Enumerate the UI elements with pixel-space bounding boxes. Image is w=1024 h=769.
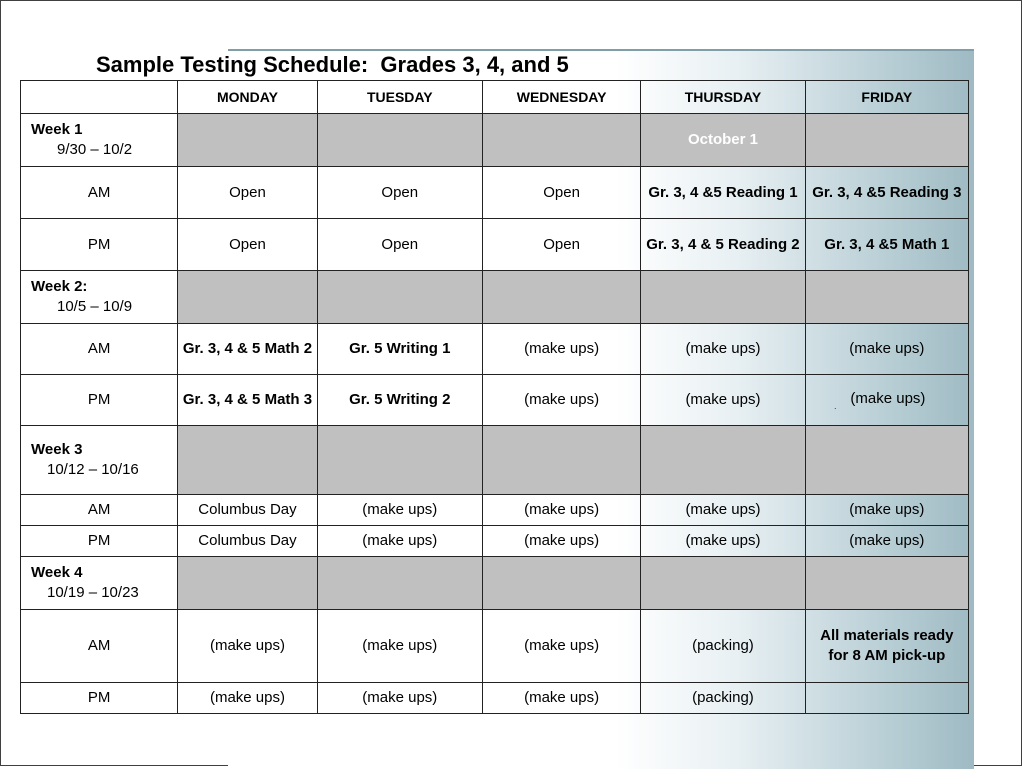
schedule-cell: Columbus Day [178,495,317,526]
week-name: Week 2: [31,278,88,295]
schedule-cell: Open [482,167,640,219]
week-row [21,426,969,495]
pm-row [21,526,969,557]
week-cell [482,114,640,167]
schedule-cell: Open [317,167,482,219]
week-cell [317,114,482,167]
schedule-cell: (make ups) [641,495,805,526]
schedule-cell: (make ups) [805,526,968,557]
schedule-cell: Open [178,219,317,271]
schedule-cell: (make ups) [178,610,317,683]
stray-mark: . [834,402,837,411]
week-cell [805,114,968,167]
schedule-cell: Open [317,219,482,271]
schedule-cell: (make ups) [317,683,482,714]
week-cell [178,114,317,167]
row-label-am: AM [21,495,178,526]
week-row [21,271,969,324]
week-cell [805,271,968,324]
week-dates: 10/5 – 10/9 [57,298,133,315]
schedule-cell: (make ups) [178,683,317,714]
schedule-cell [805,683,968,714]
week-cell [641,426,805,495]
week-cell [178,426,317,495]
week-dates: 10/12 – 10/16 [47,461,139,478]
week-cell [805,557,968,610]
week-name: Week 3 [31,441,83,458]
week-cell [178,271,317,324]
week-cell [317,557,482,610]
schedule-cell: Gr. 3, 4 &5 Reading 3 [805,167,968,219]
schedule-cell: (make ups) [805,324,968,375]
schedule-cell: (make ups) [641,375,805,426]
am-row [21,324,969,375]
week-cell [641,271,805,324]
header-row [21,81,969,114]
header-friday: FRIDAY [805,81,968,114]
schedule-cell: (packing) [641,610,805,683]
schedule-cell: Open [482,219,640,271]
row-label-pm: PM [21,219,178,271]
pm-row [21,219,969,271]
week-note: October 1 [641,114,805,167]
row-label-am: AM [21,610,178,683]
schedule-cell: Gr. 3, 4 & 5 Reading 2 [641,219,805,271]
row-label-am: AM [21,324,178,375]
schedule-cell: Gr. 3, 4 &5 Reading 1 [641,167,805,219]
schedule-cell: (make ups) [482,526,640,557]
week-cell [317,271,482,324]
header-corner [21,81,178,114]
week-dates: 9/30 – 10/2 [57,141,133,158]
schedule-cell: (make ups) [317,495,482,526]
week-label [21,557,178,610]
header-tuesday: TUESDAY [317,81,482,114]
schedule-cell: Gr. 5 Writing 2 [317,375,482,426]
week-name: Week 1 [31,121,83,138]
week-dates: 10/19 – 10/23 [47,584,139,601]
row-label-pm: PM [21,375,178,426]
testing-schedule-table [20,80,969,714]
am-row [21,610,969,683]
schedule-cell: (make ups) [482,495,640,526]
week-cell [805,426,968,495]
schedule-cell: (make ups) [482,683,640,714]
week-row [21,114,969,167]
week-cell [482,426,640,495]
schedule-cell: (packing) [641,683,805,714]
schedule-cell: (make ups) [641,526,805,557]
week-row [21,557,969,610]
schedule-cell: Open [178,167,317,219]
page-title: Sample Testing Schedule: Grades 3, 4, and 5 [96,52,569,77]
schedule-cell: (make ups) [805,495,968,526]
row-label-pm: PM [21,526,178,557]
schedule-cell: (make ups) [317,526,482,557]
week-cell [641,557,805,610]
pm-row [21,683,969,714]
week-cell [482,557,640,610]
schedule-cell: Gr. 3, 4 &5 Math 1 [805,219,968,271]
header-wednesday: WEDNESDAY [482,81,640,114]
row-label-pm: PM [21,683,178,714]
week-cell [178,557,317,610]
schedule-cell: (make ups) [482,375,640,426]
am-row [21,167,969,219]
schedule-cell: Gr. 5 Writing 1 [317,324,482,375]
schedule-cell: (make ups) [641,324,805,375]
schedule-cell: Gr. 3, 4 & 5 Math 3 [178,375,317,426]
schedule-cell: (make ups) [317,610,482,683]
schedule-cell-text: (make ups) [850,390,926,407]
am-row [21,495,969,526]
schedule-cell-friday [805,375,968,426]
header-monday: MONDAY [178,81,317,114]
header-thursday: THURSDAY [641,81,805,114]
week-name: Week 4 [31,564,83,581]
week-label [21,114,178,167]
schedule-cell: Columbus Day [178,526,317,557]
background-top-rule [228,49,974,51]
week-label [21,271,178,324]
schedule-cell: All materials ready for 8 AM pick-up [805,610,968,683]
week-cell [482,271,640,324]
pm-row [21,375,969,426]
schedule-cell: (make ups) [482,324,640,375]
schedule-cell: (make ups) [482,610,640,683]
week-cell [317,426,482,495]
schedule-cell: Gr. 3, 4 & 5 Math 2 [178,324,317,375]
week-label [21,426,178,495]
row-label-am: AM [21,167,178,219]
